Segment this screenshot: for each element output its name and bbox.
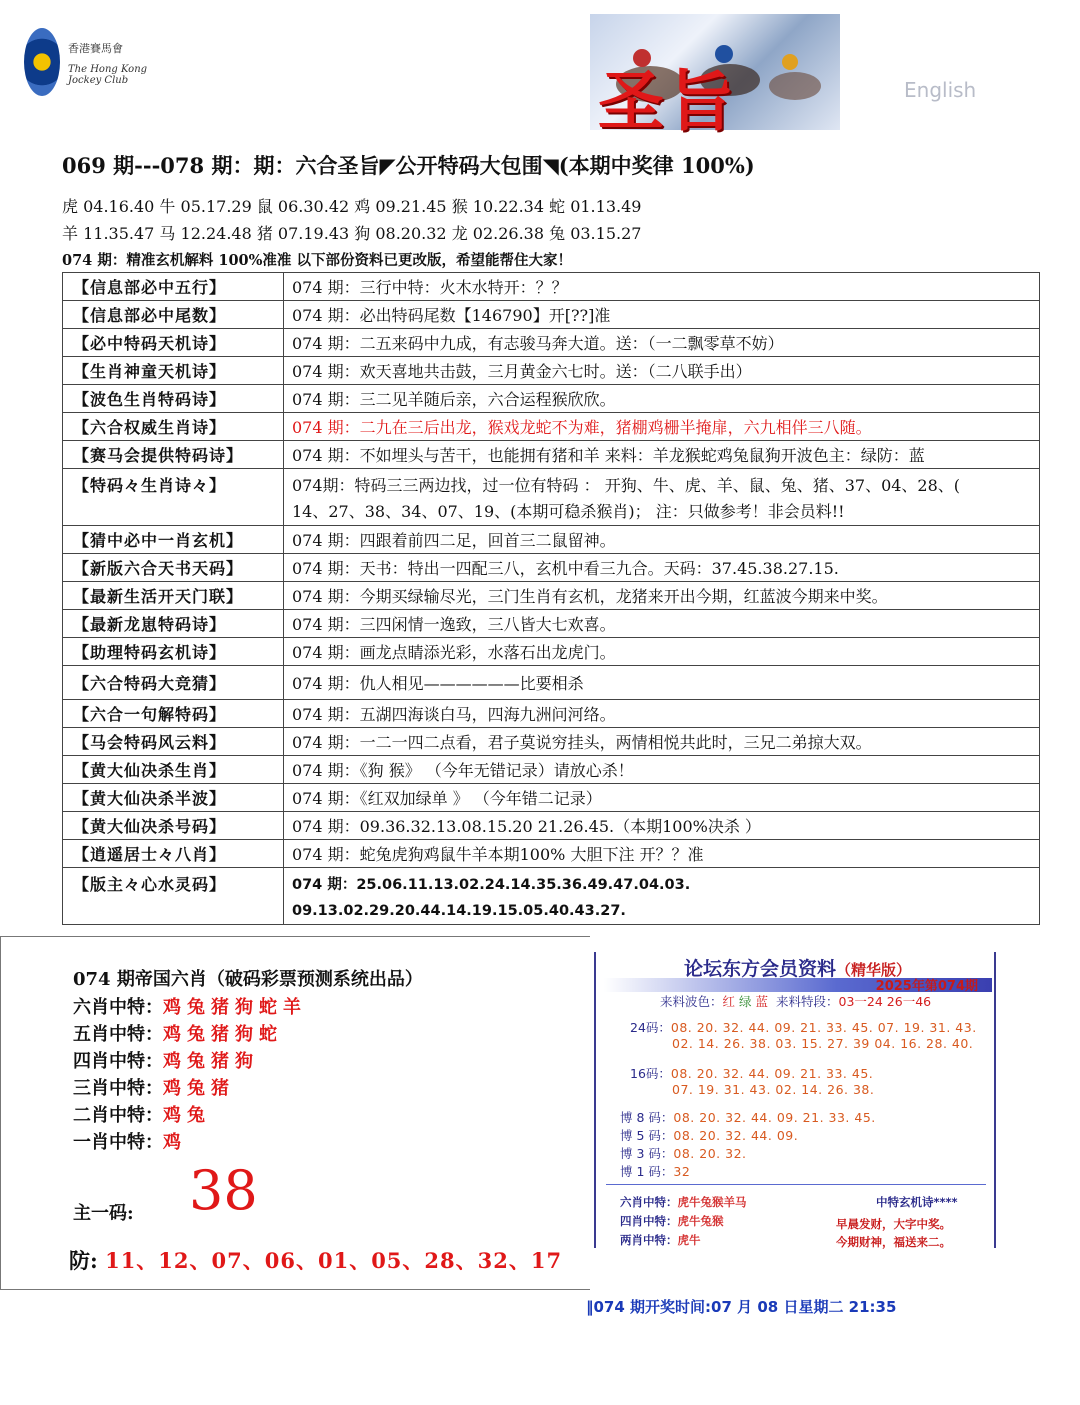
segment-value: 03一24 26一46 bbox=[838, 994, 932, 1009]
bo3-label: 博 3 码： bbox=[620, 1146, 674, 1161]
table-row bbox=[63, 812, 1040, 840]
row-value bbox=[284, 469, 1040, 526]
pick-value: 鸡兔猪狗蛇 bbox=[163, 1024, 283, 1045]
zodiac-pick-row bbox=[73, 1128, 187, 1154]
row-key: 【信息部必中尾数】 bbox=[63, 301, 284, 329]
header bbox=[0, 0, 1080, 140]
row-key: 【必中特码天机诗】 bbox=[63, 329, 284, 357]
row-value-line-1: 074 期：25.06.11.13.02.24.14.35.36.49.47.04.03. bbox=[292, 877, 691, 893]
row-key: 【信息部必中五行】 bbox=[63, 273, 284, 301]
empire-six-zodiac-box bbox=[0, 936, 590, 1290]
row-value: 074 期：三行中特：火木水特开：？？ bbox=[284, 273, 1040, 301]
pick-label: 六肖中特： bbox=[73, 997, 163, 1018]
pick-label: 四肖中特： bbox=[73, 1051, 163, 1072]
row-key: 【黄大仙决杀生肖】 bbox=[63, 756, 284, 784]
row-key: 【最新生活开天门联】 bbox=[63, 582, 284, 610]
row-value: 074 期：三四闲情一逸致，三八皆大七欢喜。 bbox=[284, 610, 1040, 638]
two-value: 虎牛 bbox=[677, 1233, 701, 1247]
pick-value: 鸡兔猪 bbox=[163, 1078, 235, 1099]
pick-value: 鸡兔猪狗蛇羊 bbox=[163, 997, 307, 1018]
four-pick-row bbox=[620, 1213, 724, 1229]
wave-red: 红 bbox=[722, 994, 736, 1009]
bo5-row bbox=[620, 1126, 798, 1144]
table-row bbox=[63, 441, 1040, 469]
table-row bbox=[63, 868, 1040, 925]
table-row bbox=[63, 357, 1040, 385]
row-key: 【马会特码风云料】 bbox=[63, 728, 284, 756]
row-value-line-1: 074期：特码三三两边找，过一位有特码 ： 开狗、牛、虎、羊、鼠、兔、猪、37、04、28、( bbox=[292, 476, 961, 495]
zodiac-pick-row bbox=[73, 1047, 259, 1073]
pick-label: 五肖中特： bbox=[73, 1024, 163, 1045]
guard-label: 防: bbox=[69, 1248, 98, 1273]
segment-label: 来料特段： bbox=[775, 994, 839, 1009]
row-key: 【猜中必中一肖玄机】 bbox=[63, 526, 284, 554]
table-row bbox=[63, 840, 1040, 868]
row-key: 【逍遥居士々八肖】 bbox=[63, 840, 284, 868]
row-value: 074 期：蛇兔虎狗鸡鼠牛羊本期100% 大胆下注 开？？准 bbox=[284, 840, 1040, 868]
row-key: 【六合一句解特码】 bbox=[63, 700, 284, 728]
row-value-line-2: 14、27、38、34、07、19、(本期可稳杀猴肖)； 注：只做参考！非会员料!! bbox=[292, 502, 845, 521]
table-row bbox=[63, 784, 1040, 812]
row-key: 【黄大仙决杀号码】 bbox=[63, 812, 284, 840]
code16-label: 16码： bbox=[630, 1066, 671, 1081]
wave-green: 绿 bbox=[739, 994, 752, 1009]
four-label: 四肖中特： bbox=[620, 1214, 678, 1228]
prediction-table bbox=[62, 272, 1040, 925]
table-row bbox=[63, 413, 1040, 441]
row-key: 【版主々心水灵码】 bbox=[63, 868, 284, 925]
code24-line-2: 02. 14. 26. 38. 03. 15. 27. 39 04. 16. 28. 40. bbox=[672, 1036, 974, 1051]
zodiac-line-1: 虎 04.16.40 牛 05.17.29 鼠 06.30.42 鸡 09.21.45 猴 10.22.34 蛇 01.13.49 bbox=[62, 197, 642, 216]
code16-line-2: 07. 19. 31. 43. 02. 14. 26. 38. bbox=[672, 1082, 875, 1097]
zodiac-pick-row bbox=[73, 1020, 283, 1046]
code24-label: 24码： bbox=[630, 1020, 671, 1035]
bo1-label: 博 1 码： bbox=[620, 1164, 674, 1179]
row-value: 074 期：《红双加绿单 》 （今年错二记录） bbox=[284, 784, 1040, 812]
row-value: 074 期：《狗 猴》 （今年无错记录）请放心杀！ bbox=[284, 756, 1040, 784]
table-row bbox=[63, 329, 1040, 357]
zodiac-line-2: 羊 11.35.47 马 12.24.48 猪 07.19.43 狗 08.20.32 龙 02.26.38 兔 03.15.27 bbox=[62, 224, 642, 243]
zodiac-pick-row bbox=[73, 1074, 235, 1100]
table-row bbox=[63, 273, 1040, 301]
pick-value: 鸡兔猪狗 bbox=[163, 1051, 259, 1072]
poem-line-1: 早晨发财，大字中奖。 bbox=[836, 1217, 951, 1231]
jockey-club-logo[interactable] bbox=[24, 28, 174, 98]
row-key: 【波色生肖特码诗】 bbox=[63, 385, 284, 413]
table-row bbox=[63, 301, 1040, 329]
table-row bbox=[63, 610, 1040, 638]
row-value: 074 期：仇人相见——————比要相杀 bbox=[284, 666, 1040, 700]
code16-line-1: 08. 20. 32. 44. 09. 21. 33. 45. bbox=[670, 1066, 874, 1081]
row-key: 【六合权威生肖诗】 bbox=[63, 413, 284, 441]
bo5-label: 博 5 码： bbox=[620, 1128, 674, 1143]
table-row bbox=[63, 700, 1040, 728]
row-value: 074 期：天书：特出一四配三八，玄机中看三九合。天码：37.45.38.27.15. bbox=[284, 554, 1040, 582]
guard-numbers bbox=[69, 1245, 562, 1275]
panel-header bbox=[596, 952, 994, 996]
four-value: 虎牛兔猴 bbox=[677, 1214, 724, 1228]
code24-row bbox=[630, 1018, 977, 1036]
row-value: 074 期：二五来码中九成，有志骏马奔大道。送：（一二飘零草不妨） bbox=[284, 329, 1040, 357]
row-key: 【新版六合天书天码】 bbox=[63, 554, 284, 582]
panel-divider bbox=[606, 1184, 986, 1185]
code24-line-1: 08. 20. 32. 44. 09. 21. 33. 45. 07. 19. 31. 43. bbox=[670, 1020, 977, 1035]
table-row bbox=[63, 385, 1040, 413]
table-row bbox=[63, 526, 1040, 554]
bo8-row bbox=[620, 1108, 876, 1126]
row-key: 【生肖神童天机诗】 bbox=[63, 357, 284, 385]
logo-emblem-icon bbox=[24, 28, 60, 96]
table-row bbox=[63, 638, 1040, 666]
bo5-value: 08. 20. 32. 44. 09. bbox=[673, 1128, 799, 1143]
two-pick-row bbox=[620, 1232, 701, 1248]
logo-chinese-name: 香港賽馬會 bbox=[68, 42, 123, 55]
row-value: 074 期：一二一四二点看，君子莫说穷挂头，两情相悦共此时，三兄二弟掠大双。 bbox=[284, 728, 1040, 756]
code16-row-2 bbox=[672, 1082, 874, 1097]
member-info-panel bbox=[594, 952, 996, 1248]
english-link[interactable]: English bbox=[904, 78, 977, 102]
bo3-row bbox=[620, 1144, 747, 1162]
bo3-value: 08. 20. 32. bbox=[673, 1146, 747, 1161]
six-pick-row bbox=[620, 1194, 747, 1210]
six-label: 六肖中特： bbox=[620, 1195, 678, 1209]
poem-title: 中特玄机诗**** bbox=[876, 1195, 958, 1209]
table-row bbox=[63, 666, 1040, 700]
row-value: 074 期：欢天喜地共击鼓，三月黄金六七时。送：（二八联手出） bbox=[284, 357, 1040, 385]
panel-edition: （精华版） bbox=[836, 961, 912, 979]
draw-time: ‖074 期开奖时间:07 月 08 日星期二 21:35 bbox=[586, 1298, 897, 1316]
table-row bbox=[63, 728, 1040, 756]
zodiac-pick-row bbox=[73, 993, 307, 1019]
pick-label: 二肖中特： bbox=[73, 1105, 163, 1126]
row-value bbox=[284, 868, 1040, 925]
row-key: 【赛马会提供特码诗】 bbox=[63, 441, 284, 469]
logo-english-name: The Hong Kong Jockey Club bbox=[68, 64, 148, 86]
code24-row-2 bbox=[672, 1036, 973, 1051]
row-key: 【六合特码大竞猜】 bbox=[63, 666, 284, 700]
two-label: 两肖中特： bbox=[620, 1233, 678, 1247]
wave-label: 来料波色： bbox=[660, 994, 723, 1009]
row-key: 【最新龙崽特码诗】 bbox=[63, 610, 284, 638]
row-value-line-2: 09.13.02.29.20.44.14.19.15.05.40.43.27. bbox=[292, 903, 626, 919]
row-key: 【黄大仙决杀半波】 bbox=[63, 784, 284, 812]
zodiac-pick-row bbox=[73, 1101, 211, 1127]
bo1-value: 32 bbox=[673, 1164, 691, 1179]
bo8-value: 08. 20. 32. 44. 09. 21. 33. 45. bbox=[673, 1110, 876, 1125]
banner-title: 圣旨 bbox=[598, 62, 738, 140]
bo1-row bbox=[620, 1162, 690, 1180]
row-value: 074 期：三二见羊随后亲，六合运程猴欣欣。 bbox=[284, 385, 1040, 413]
bo8-label: 博 8 码： bbox=[620, 1110, 674, 1125]
guard-values: 11、12、07、06、01、05、28、32、17 bbox=[105, 1248, 563, 1273]
main-code-number: 38 bbox=[189, 1159, 258, 1222]
pick-label: 三肖中特： bbox=[73, 1078, 163, 1099]
row-value: 074 期：09.36.32.13.08.15.20 21.26.45.（本期100%决杀 ） bbox=[284, 812, 1040, 840]
table-row bbox=[63, 582, 1040, 610]
poem-line-2: 今期财神，福送来二。 bbox=[836, 1235, 951, 1249]
empire-title: 074 期帝国六肖（破码彩票预测系统出品） bbox=[73, 969, 423, 990]
row-value: 074 期：今期买绿输尽光，三门生肖有玄机，龙猪来开出今期，红蓝波今期来中奖。 bbox=[284, 582, 1040, 610]
row-key: 【特码々生肖诗々】 bbox=[63, 469, 284, 526]
row-value: 074 期：五湖四海谈白马，四海九洲问河络。 bbox=[284, 700, 1040, 728]
row-value: 074 期：四跟着前四二足，回首三二鼠留神。 bbox=[284, 526, 1040, 554]
panel-title-text: 论坛东方会员资料 bbox=[684, 958, 837, 980]
notice-line: 074 期：精准玄机解料 100%准准 以下部份资料已更改版，希望能帮住大家！ bbox=[62, 252, 572, 269]
table-row bbox=[63, 554, 1040, 582]
row-value: 074 期：画龙点睛添光彩，水落石出龙虎门。 bbox=[284, 638, 1040, 666]
row-value: 074 期：二九在三后出龙，猴戏龙蛇不为难，猪棚鸡栅半掩扉，六九相伴三八随。 bbox=[284, 413, 1040, 441]
panel-issue: 2025年第074期 bbox=[875, 979, 978, 994]
six-value: 虎牛兔猴羊马 bbox=[677, 1195, 747, 1209]
pick-value: 鸡兔 bbox=[163, 1105, 211, 1126]
row-key: 【助理特码玄机诗】 bbox=[63, 638, 284, 666]
page-title: 069 期---078 期：期：六合圣旨◤公开特码大包围◥(本期中奖律 100%) bbox=[62, 153, 755, 178]
table-row bbox=[63, 756, 1040, 784]
pick-value: 鸡 bbox=[163, 1132, 187, 1153]
row-value: 074 期：不如埋头与苦干，也能拥有猪和羊 来料：羊龙猴蛇鸡兔鼠狗开波色主：绿防：蓝 bbox=[284, 441, 1040, 469]
table-row bbox=[63, 469, 1040, 526]
wave-and-segment bbox=[660, 992, 931, 1010]
pick-label: 一肖中特： bbox=[73, 1132, 163, 1153]
code16-row bbox=[630, 1064, 873, 1082]
wave-blue: 蓝 bbox=[755, 994, 769, 1009]
main-code-label: 主一码: bbox=[73, 1203, 134, 1224]
row-value: 074 期：必出特码尾数【146790】开[??]准 bbox=[284, 301, 1040, 329]
